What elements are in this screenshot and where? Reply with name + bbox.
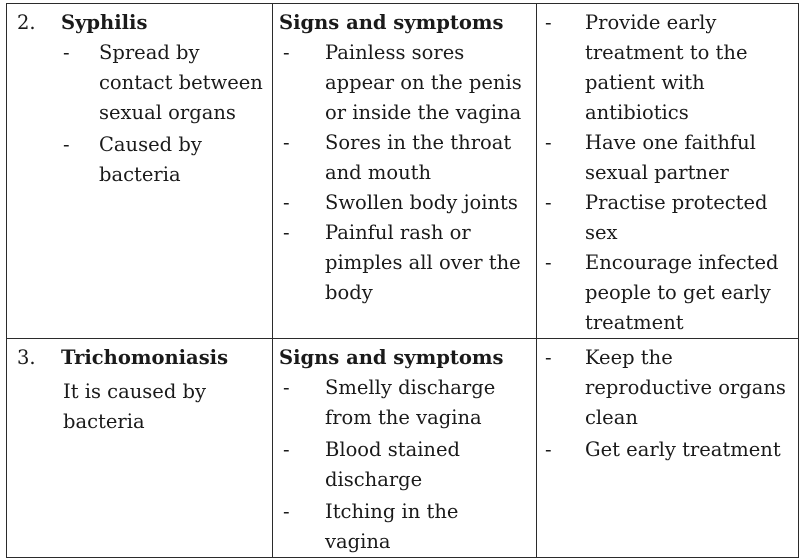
bullet: - bbox=[545, 11, 552, 34]
disease-name: Syphilis bbox=[61, 11, 148, 34]
list-item bbox=[543, 128, 792, 188]
symptom-text: Smelly discharge from the vagina bbox=[325, 376, 496, 429]
table-row-trichomoniasis bbox=[7, 339, 799, 558]
bullet: - bbox=[545, 191, 552, 214]
prevention-text: Practise protected sex bbox=[585, 191, 768, 244]
list-item bbox=[13, 130, 266, 190]
bullet: - bbox=[283, 500, 290, 523]
list-item bbox=[543, 188, 792, 248]
list-item bbox=[543, 248, 792, 338]
disease-description: It is caused by bacteria bbox=[63, 380, 207, 433]
bullet: - bbox=[283, 438, 290, 461]
list-item bbox=[279, 435, 530, 495]
disease-cell bbox=[7, 4, 273, 339]
prevention-cell bbox=[537, 339, 799, 558]
bullet: - bbox=[545, 438, 552, 461]
list-item bbox=[13, 38, 266, 128]
row-number: 2. bbox=[17, 11, 36, 34]
prevention-text: Provide early treatment to the patient with antibiotics bbox=[585, 11, 748, 124]
list-item bbox=[543, 435, 792, 465]
symptom-text: Blood stained discharge bbox=[325, 438, 461, 491]
symptoms-heading: Signs and symptoms bbox=[279, 11, 504, 34]
bullet: - bbox=[545, 251, 552, 274]
prevention-text: Encourage infected people to get early treatment bbox=[585, 251, 779, 334]
prevention-text: Get early treatment bbox=[585, 438, 781, 461]
disease-name: Trichomoniasis bbox=[61, 346, 229, 369]
list-item bbox=[279, 128, 530, 188]
row-number: 3. bbox=[17, 346, 36, 369]
symptoms-heading: Signs and symptoms bbox=[279, 346, 504, 369]
bullet: - bbox=[545, 346, 552, 369]
bullet: - bbox=[63, 133, 70, 156]
disease-cell bbox=[7, 339, 273, 558]
symptom-text: Itching in the vagina bbox=[325, 500, 459, 553]
symptom-text: Painful rash or pimples all over the body bbox=[325, 221, 521, 304]
list-item bbox=[279, 38, 530, 128]
symptoms-cell bbox=[273, 339, 537, 558]
bullet: - bbox=[63, 41, 70, 64]
bullet: - bbox=[283, 131, 290, 154]
symptom-text: Sores in the throat and mouth bbox=[325, 131, 512, 184]
list-item bbox=[279, 188, 530, 218]
prevention-text: Keep the reproductive organs clean bbox=[585, 346, 786, 429]
bullet: - bbox=[283, 376, 290, 399]
list-item bbox=[279, 218, 530, 308]
symptoms-cell bbox=[273, 4, 537, 339]
prevention-text: Have one faithful sexual partner bbox=[585, 131, 756, 184]
list-item bbox=[279, 497, 530, 557]
bullet: - bbox=[283, 221, 290, 244]
prevention-cell bbox=[537, 4, 799, 339]
list-item bbox=[279, 373, 530, 433]
bullet: - bbox=[283, 41, 290, 64]
symptom-text: Painless sores appear on the penis or inside the vagina bbox=[325, 41, 522, 124]
fact-text: Spread by contact between sexual organs bbox=[99, 41, 263, 124]
bullet: - bbox=[545, 131, 552, 154]
fact-text: Caused by bacteria bbox=[99, 133, 202, 186]
symptom-text: Swollen body joints bbox=[325, 191, 518, 214]
list-item bbox=[543, 343, 792, 433]
list-item bbox=[543, 8, 792, 128]
disease-table bbox=[6, 3, 799, 558]
bullet: - bbox=[283, 191, 290, 214]
table-row-syphilis bbox=[7, 4, 799, 339]
